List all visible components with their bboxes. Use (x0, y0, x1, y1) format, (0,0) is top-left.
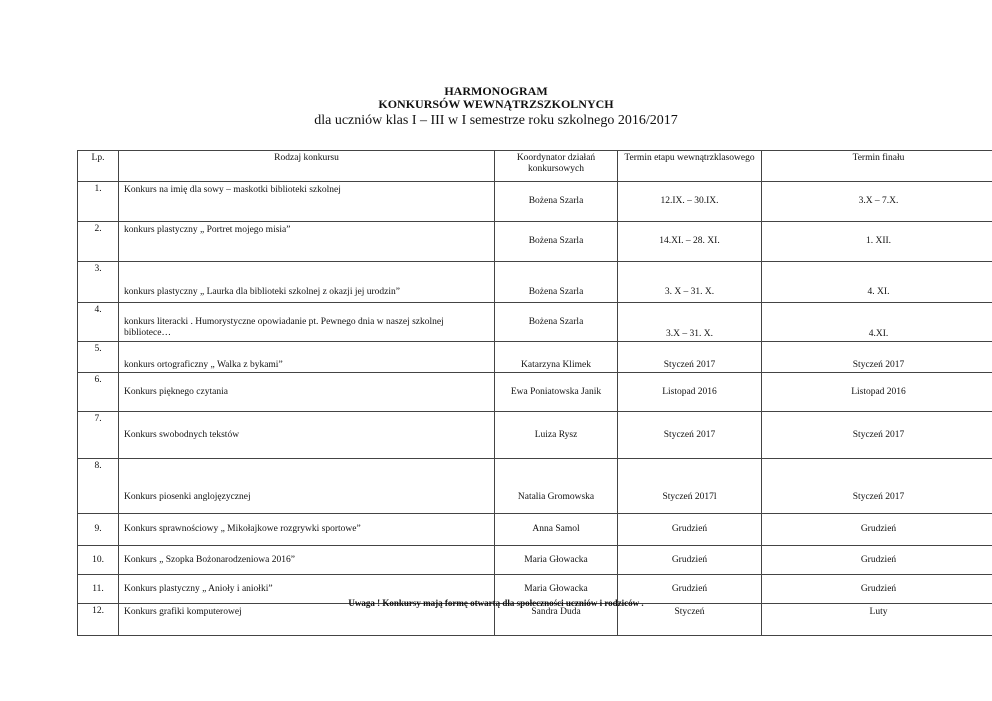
table-row (78, 514, 992, 546)
row-final: Grudzień (762, 546, 992, 575)
title-line-1: HARMONOGRAM (444, 84, 548, 98)
row-name: Konkurs sprawnościowy „ Mikołajkowe rozgrywki sportowe” (119, 514, 495, 546)
row-coordinator: Luiza Rysz (495, 412, 618, 459)
row-stage: 3. X – 31. X. (618, 262, 762, 303)
row-stage: Styczeń 2017 (618, 342, 762, 373)
row-lp: 10. (78, 546, 119, 575)
row-name: Konkurs swobodnych tekstów (119, 412, 495, 459)
table-header-row (78, 151, 992, 182)
row-final: Grudzień (762, 575, 992, 604)
row-stage: Styczeń (618, 604, 762, 636)
row-final: Grudzień (762, 514, 992, 546)
row-coordinator: Maria Głowacka (495, 546, 618, 575)
table-row (78, 342, 992, 373)
row-name: konkurs literacki . Humorystyczne opowiadanie pt. Pewnego dnia w naszej szkolnej bibliotece… (119, 303, 495, 342)
schedule-table (77, 150, 992, 636)
row-name: Konkurs na imię dla sowy – maskotki biblioteki szkolnej (119, 182, 495, 222)
row-lp: 5. (78, 342, 119, 373)
row-lp: 4. (78, 303, 119, 342)
row-final: Luty (762, 604, 992, 636)
table-row (78, 546, 992, 575)
row-name: Konkurs plastyczny „ Anioły i aniołki” (119, 575, 495, 604)
row-stage: Grudzień (618, 514, 762, 546)
row-final: Styczeń 2017 (762, 459, 992, 514)
table-row (78, 222, 992, 262)
row-coordinator: Natalia Gromowska (495, 459, 618, 514)
row-lp: 8. (78, 459, 119, 514)
row-lp: 3. (78, 262, 119, 303)
row-coordinator: Maria Głowacka (495, 575, 618, 604)
col-header-lp: Lp. (78, 151, 119, 182)
table-row (78, 303, 992, 342)
row-final: Listopad 2016 (762, 373, 992, 412)
row-stage: 14.XI. – 28. XI. (618, 222, 762, 262)
row-stage: Listopad 2016 (618, 373, 762, 412)
row-final: 3.X – 7.X. (762, 182, 992, 222)
row-name: Konkurs piosenki anglojęzycznej (119, 459, 495, 514)
row-final: 1. XII. (762, 222, 992, 262)
table-row (78, 182, 992, 222)
col-header-coordinator: Koordynator działań konkursowych (495, 151, 618, 182)
title-line-2: KONKURSÓW WEWNĄTRZSZKOLNYCH (378, 97, 614, 111)
row-final: Styczeń 2017 (762, 342, 992, 373)
subtitle: dla uczniów klas I – III w I semestrze roku szkolnego 2016/2017 (314, 113, 678, 128)
row-name: Konkurs grafiki komputerowej (119, 604, 495, 636)
row-coordinator: Bożena Szarla (495, 182, 618, 222)
row-lp: 6. (78, 373, 119, 412)
row-lp: 12. (78, 604, 119, 636)
col-header-final: Termin finału (762, 151, 992, 182)
row-coordinator: Anna Samol (495, 514, 618, 546)
col-header-stage: Termin etapu wewnątrzklasowego (618, 151, 762, 182)
row-final: 4. XI. (762, 262, 992, 303)
row-name: Konkurs pięknego czytania (119, 373, 495, 412)
table-row (78, 262, 992, 303)
row-coordinator: Bożena Szarla (495, 262, 618, 303)
row-name: konkurs plastyczny „ Portret mojego misia” (119, 222, 495, 262)
row-name: konkurs plastyczny „ Laurka dla biblioteki szkolnej z okazji jej urodzin” (119, 262, 495, 303)
table-row (78, 412, 992, 459)
table-row (78, 373, 992, 412)
row-final: 4.XI. (762, 303, 992, 342)
row-stage: Styczeń 2017l (618, 459, 762, 514)
row-coordinator: Bożena Szarla (495, 303, 618, 342)
row-stage: Styczeń 2017 (618, 412, 762, 459)
col-header-name: Rodzaj konkursu (119, 151, 495, 182)
row-lp: 1. (78, 182, 119, 222)
row-stage: 3.X – 31. X. (618, 303, 762, 342)
row-coordinator: Sandra Duda (495, 604, 618, 636)
row-lp: 7. (78, 412, 119, 459)
row-coordinator: Katarzyna Klimek (495, 342, 618, 373)
row-lp: 11. (78, 575, 119, 604)
row-stage: 12.IX. – 30.IX. (618, 182, 762, 222)
row-name: Konkurs „ Szopka Bożonarodzeniowa 2016” (119, 546, 495, 575)
row-name: konkurs ortograficzny „ Walka z bykami” (119, 342, 495, 373)
table-row (78, 459, 992, 514)
row-final: Styczeń 2017 (762, 412, 992, 459)
row-coordinator: Ewa Poniatowska Janik (495, 373, 618, 412)
row-lp: 2. (78, 222, 119, 262)
row-stage: Grudzień (618, 575, 762, 604)
row-coordinator: Bożena Szarla (495, 222, 618, 262)
row-stage: Grudzień (618, 546, 762, 575)
table-row (78, 604, 992, 636)
row-lp: 9. (78, 514, 119, 546)
footnote: Uwaga ! Konkursy mają formę otwartą dla społeczności uczniów i rodziców . (348, 598, 644, 608)
